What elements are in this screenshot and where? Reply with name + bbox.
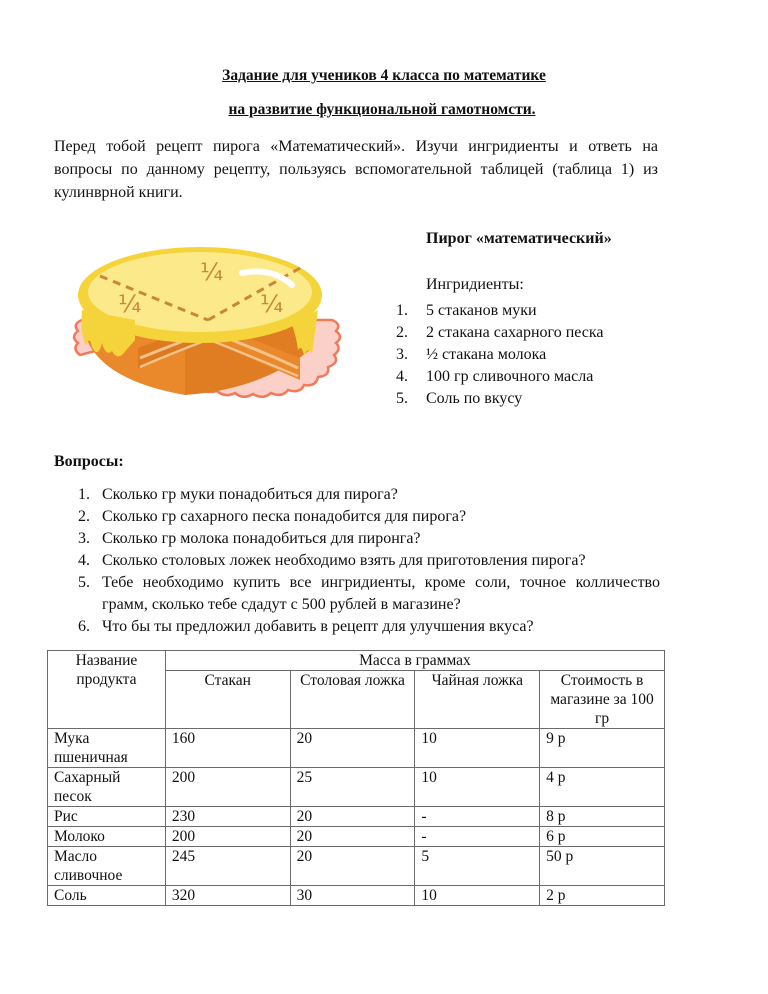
page-title-line-1: Задание для учеников 4 класса по математике: [222, 67, 546, 84]
ingredient-list: [396, 300, 604, 410]
table-row: Соль 320 30 10 2 р: [48, 886, 665, 906]
ingredient-item: 4. 100 гр сливочного масла: [396, 368, 594, 385]
table-row: Мука пшеничная 160 20 10 9 р: [48, 729, 665, 768]
question-item: 4. Сколько столовых ложек необходимо взять для приготовления пирога?: [78, 552, 586, 569]
ingredient-item: 3. ½ стакана молока: [396, 346, 547, 363]
question-item: 3. Сколько гр молока понадобиться для пиронга?: [78, 530, 421, 547]
ingredient-item: 2. 2 стакана сахарного песка: [396, 324, 604, 341]
header-price: Стоимость в магазине за 100 гр: [540, 671, 665, 729]
header-glass: Стакан: [165, 671, 290, 729]
ingredients-label: Ингридиенты:: [426, 276, 524, 293]
table-row: Сахарный песок 200 25 10 4 р: [48, 768, 665, 807]
cake-illustration: [60, 240, 350, 420]
questions-heading: Вопросы:: [54, 453, 124, 470]
recipe-title: Пирог «математический»: [426, 230, 612, 247]
header-product: Название продукта: [48, 651, 166, 729]
page-title-line-2: на развитие функциональной гамотномсти.: [228, 101, 536, 118]
ingredient-item: 5. Соль по вкусу: [396, 390, 523, 407]
table-header-row: [48, 651, 665, 671]
intro-paragraph: Перед тобой рецепт пирога «Математический». Изучи ингридиенты и ответь на вопросы по данному рецепту, пользуясь вспомогательной таблицей (таблица 1) из кулинврной книги.: [54, 138, 658, 201]
question-item: 6. Что бы ты предложил добавить в рецепт для улучшения вкуса?: [78, 618, 534, 635]
question-item: 5. Тебе необходимо купить все ингридиенты, кроме соли, точное колличество грамм, сколько тебе сдадут с 500 рублей в магазине?: [78, 574, 660, 613]
table-row: Рис 230 20 - 8 р: [48, 807, 665, 827]
fraction-label: ¼: [200, 258, 224, 286]
table-row: Масло сливочное 245 20 5 50 р: [48, 847, 665, 886]
header-teaspoon: Чайная ложка: [415, 671, 540, 729]
header-tablespoon: Столовая ложка: [290, 671, 415, 729]
reference-table: [47, 650, 665, 906]
fraction-label: ¼: [260, 290, 284, 318]
question-item: 2. Сколько гр сахарного песка понадобится для пирога?: [78, 508, 467, 525]
question-item: 1. Сколько гр муки понадобиться для пирога?: [78, 486, 398, 503]
table-row: Молоко 200 20 - 6 р: [48, 827, 665, 847]
header-mass-group: Масса в граммах: [165, 651, 664, 671]
ingredient-item: 1. 5 стаканов муки: [396, 302, 537, 319]
fraction-label: ¼: [118, 290, 142, 318]
question-list: [78, 484, 660, 638]
